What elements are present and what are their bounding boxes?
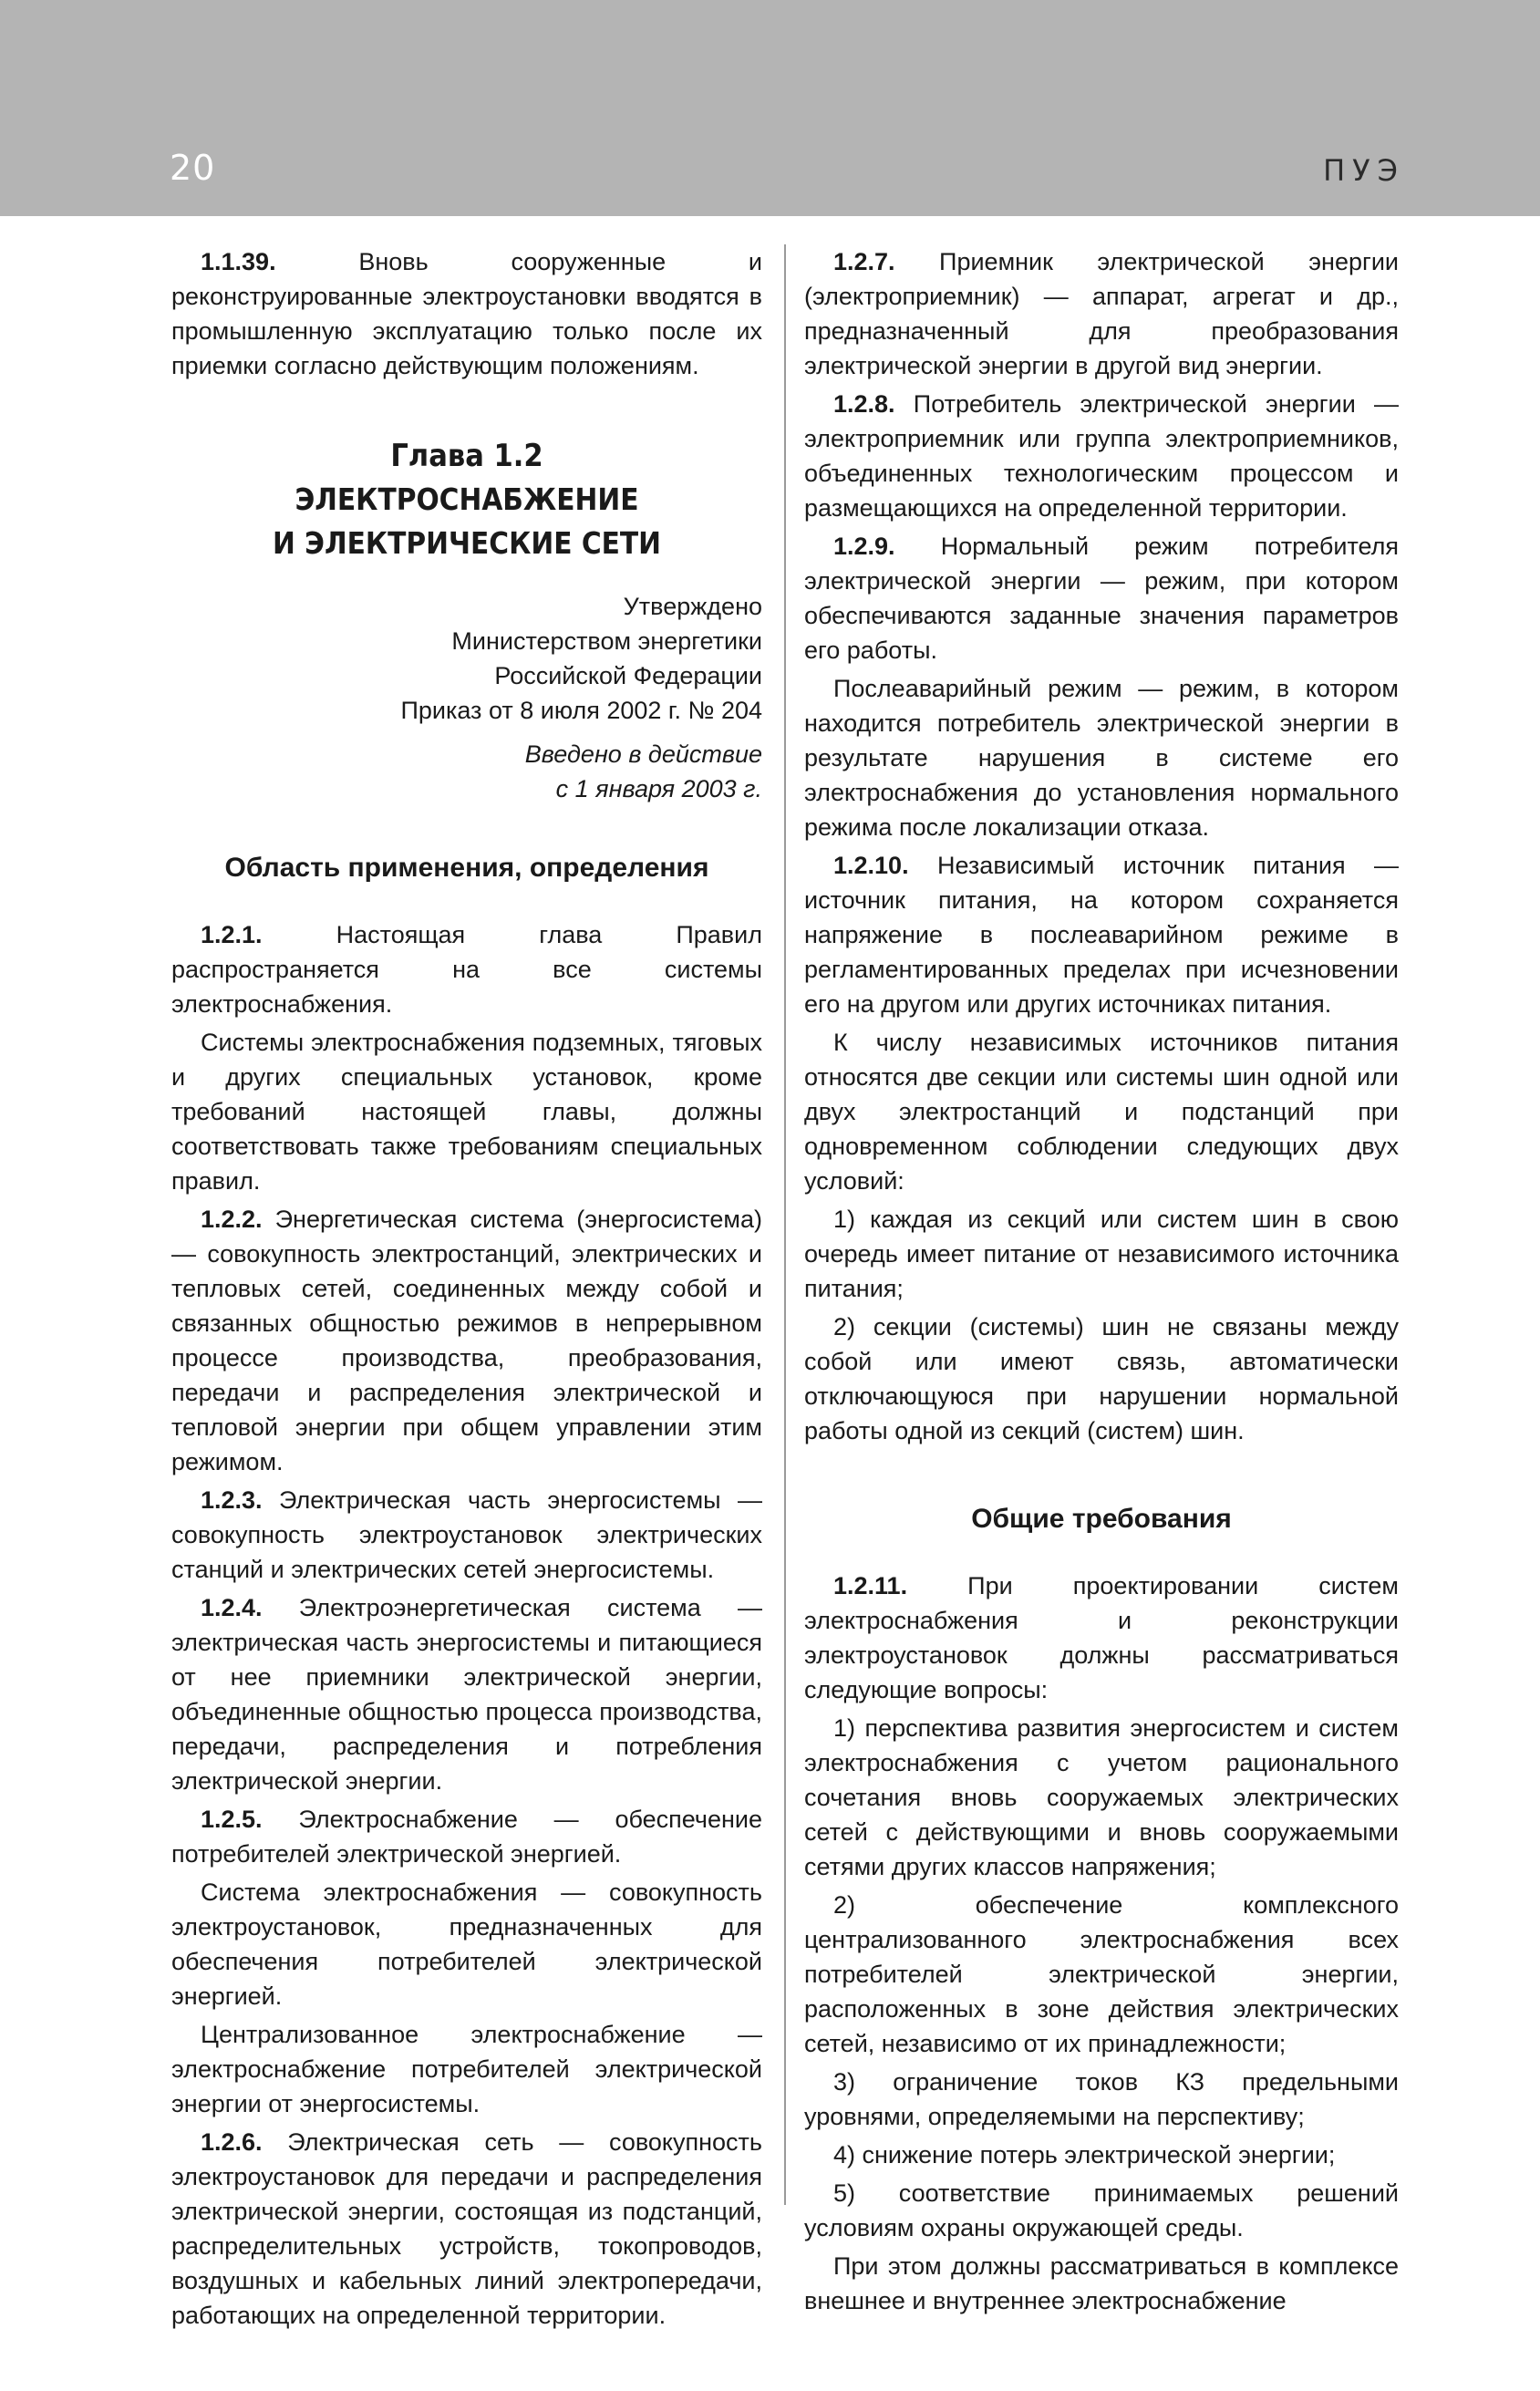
- paragraph-text: При проектировании систем электроснабжения и реконструкции электроустановок должны рассматриваться следующие вопросы:: [804, 1572, 1399, 1703]
- paragraph-1-2-3: [171, 1483, 762, 1587]
- column-divider: [784, 244, 786, 2205]
- approval-line: Приказ от 8 июля 2002 г. № 204: [400, 697, 762, 724]
- effective-date-line: с 1 января 2003 г.: [555, 775, 762, 802]
- section-heading-general: Общие требования: [971, 1504, 1232, 1534]
- clause-number: 1.2.4.: [201, 1594, 263, 1621]
- paragraph-1-2-11: [804, 1568, 1399, 1707]
- list-item: 2) обеспечение комплексного централизованного электроснабжения всех потребителей электрической энергии, расположенных в зоне действия электрических сетей, независимо от их принадлежности;: [804, 1891, 1399, 2057]
- left-column: [171, 244, 762, 2336]
- paragraph: При этом должны рассматриваться в комплексе внешнее и внутреннее электроснабжение: [804, 2252, 1399, 2314]
- clause-number: 1.2.11.: [833, 1572, 908, 1599]
- paragraph-text: Настоящая глава Правил распространяется на все системы электроснабжения.: [171, 921, 762, 1018]
- paragraph-text: Вновь сооруженные и реконструированные электроустановки вводятся в промышленную эксплуатацию только после их приемки согласно действующим положениям.: [171, 248, 762, 379]
- clause-number: 1.1.39.: [201, 248, 276, 275]
- clause-number: 1.2.7.: [833, 248, 895, 275]
- page-header: [0, 0, 1540, 216]
- page-number: 20: [170, 148, 216, 188]
- clause-number: 1.2.1.: [201, 921, 263, 948]
- section-heading-scope: Область применения, определения: [224, 853, 709, 883]
- approval-line: Российской Федерации: [494, 662, 762, 689]
- paragraph-text: Электроснабжение — обеспечение потребителей электрической энергией.: [171, 1806, 762, 1868]
- right-column: [804, 244, 1399, 2322]
- paragraph-1-2-1: [171, 917, 762, 1021]
- list-item: 3) ограничение токов КЗ предельными уровнями, определяемыми на перспективу;: [804, 2068, 1399, 2130]
- paragraph-1-2-5: [171, 1802, 762, 1871]
- running-title: ПУЭ: [1323, 153, 1405, 188]
- clause-number: 1.2.8.: [833, 390, 895, 418]
- paragraph-text: Нормальный режим потребителя электрической энергии — режим, при котором обеспечиваются заданные значения параметров его работы.: [804, 533, 1399, 664]
- clause-number: 1.2.2.: [201, 1206, 263, 1233]
- clause-number: 1.2.3.: [201, 1486, 263, 1514]
- chapter-heading: [171, 434, 762, 565]
- paragraph-1-2-2: [171, 1202, 762, 1479]
- approval-line: Министерством энергетики: [451, 627, 762, 655]
- chapter-title-line-1: ЭЛЕКТРОСНАБЖЕНИЕ: [295, 481, 639, 517]
- paragraph-1-2-10: [804, 848, 1399, 1021]
- paragraph: К числу независимых источников питания относятся две секции или системы шин одной или двух электростанций и подстанций при одновременном соблюдении следующих двух условий:: [804, 1029, 1399, 1195]
- paragraph-1-2-8: [804, 387, 1399, 525]
- approval-line: Утверждено: [623, 593, 762, 620]
- clause-number: 1.2.10.: [833, 852, 909, 879]
- list-item: 4) снижение потерь электрической энергии;: [833, 2141, 1336, 2168]
- paragraph: Послеаварийный режим — режим, в котором находится потребитель электрической энергии в результате нарушения в системе его электроснабжения до установления нормального режима после локализации отказа.: [804, 675, 1399, 841]
- paragraph: Система электроснабжения — совокупность электроустановок, предназначенных для обеспечения потребителей электрической энергией.: [171, 1879, 762, 2010]
- paragraph-text: Потребитель электрической энергии — электроприемник или группа электроприемников, объединенных технологическим процессом и размещающихся на определенной территории.: [804, 390, 1399, 522]
- paragraph-1-2-9: [804, 529, 1399, 668]
- list-item: 2) секции (системы) шин не связаны между собой или имеют связь, автоматически отключающуюся при нарушении нормальной работы одной из секций (систем) шин.: [804, 1313, 1399, 1444]
- clause-number: 1.2.9.: [833, 533, 895, 560]
- paragraph-1-2-6: [171, 2125, 762, 2333]
- list-item: 5) соответствие принимаемых решений условиям охраны окружающей среды.: [804, 2179, 1399, 2241]
- paragraph-text: Электроэнергетическая система — электрическая часть энергосистемы и питающиеся от нее приемники электрической энергии, объединенные общностью процесса производства, передачи, распределения и потребления электрической энергии.: [171, 1594, 762, 1795]
- paragraph-text: Электрическая часть энергосистемы — совокупность электроустановок электрических станций и электрических сетей энергосистемы.: [171, 1486, 762, 1583]
- paragraph-text: Независимый источник питания — источник питания, на котором сохраняется напряжение в послеаварийном режиме в регламентированных пределах при исчезновении его на другом или других источниках питания.: [804, 852, 1399, 1018]
- approval-block: [171, 589, 762, 806]
- paragraph-1-2-4: [171, 1590, 762, 1798]
- chapter-title-line-2: И ЭЛЕКТРИЧЕСКИЕ СЕТИ: [273, 525, 661, 561]
- chapter-label: Глава 1.2: [390, 438, 543, 474]
- paragraph-1-2-7: [804, 244, 1399, 383]
- list-item: 1) перспектива развития энергосистем и систем электроснабжения с учетом рационального сочетания вновь сооружаемых электрических сетей с действующими и вновь сооружаемыми сетями других классов напряжения;: [804, 1714, 1399, 1880]
- effective-date-line: Введено в действие: [524, 740, 762, 768]
- clause-number: 1.2.5.: [201, 1806, 263, 1833]
- clause-number: 1.2.6.: [201, 2128, 263, 2156]
- paragraph-text: Энергетическая система (энергосистема) — совокупность электростанций, электрических и тепловых сетей, соединенных между собой и связанных общностью режимов в непрерывном процессе производства, преобразования, передачи и распределения электрической и тепловой энергии при общем управлении этим режимом.: [171, 1206, 762, 1475]
- effective-date: [171, 737, 762, 806]
- paragraph: Централизованное электроснабжение — электроснабжение потребителей электрической энергии от энергосистемы.: [171, 2021, 762, 2117]
- paragraph-text: Электрическая сеть — совокупность электроустановок для передачи и распределения электрической энергии, состоящая из подстанций, распределительных устройств, токопроводов, воздушных и кабельных линий электропередачи, работающих на определенной территории.: [171, 2128, 762, 2329]
- list-item: 1) каждая из секций или систем шин в свою очередь имеет питание от независимого источника питания;: [804, 1206, 1399, 1302]
- paragraph-text: Приемник электрической энергии (электроприемник) — аппарат, агрегат и др., предназначенный для преобразования электрической энергии в другой вид энергии.: [804, 248, 1399, 379]
- paragraph-1-1-39: [171, 244, 762, 383]
- paragraph: Системы электроснабжения подземных, тяговых и других специальных установок, кроме требований настоящей главы, должны соответствовать также требованиям специальных правил.: [171, 1029, 762, 1195]
